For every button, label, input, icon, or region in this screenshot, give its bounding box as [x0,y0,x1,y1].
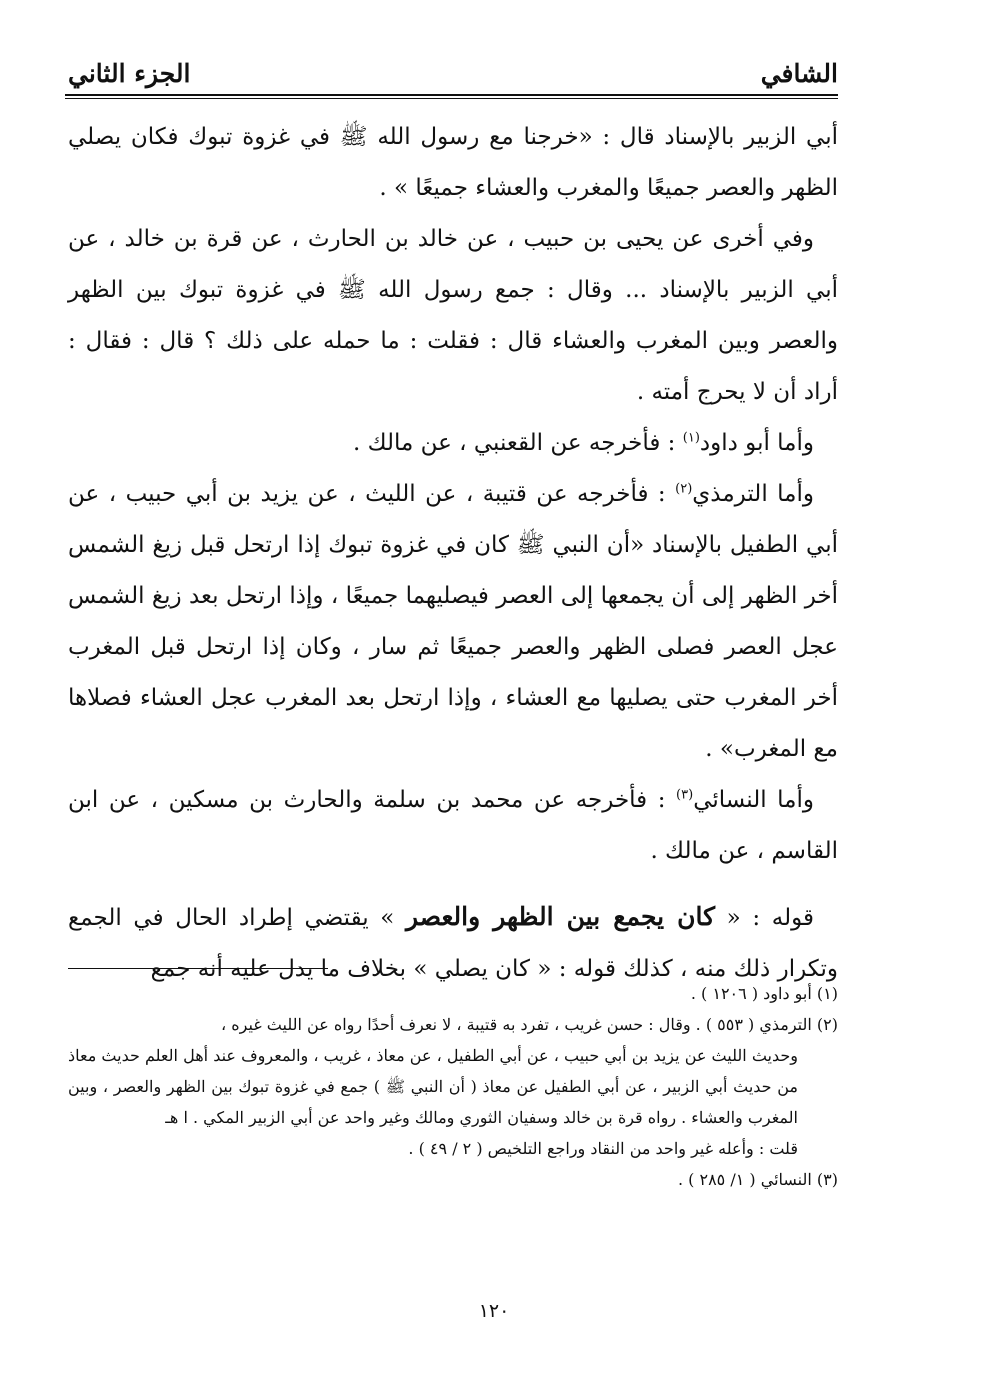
footnotes [68,978,838,1195]
header-volume-title: الجزء الثاني [68,59,191,88]
footnote-ref-3: (٣) [676,787,694,803]
footnote-1: (١) أبو داود ( ١٢٠٦ ) . [690,984,838,1003]
paragraph-5 [68,775,838,877]
header-rule [65,94,838,96]
commented-phrase: كان يجمع بين الظهر والعصر [406,902,715,931]
paragraph-4 [68,469,838,775]
footnote-2-continued: وحديث الليث عن يزيد بن أبي حبيب ، عن أبي الطفيل ، عن معاذ ، غريب ، والمعروف عند أهل العلم حديث معاذ من حديث أبي الزبير ، عن أبي الطفيل عن معاذ ( أن النبي ﷺ ) جمع في غزوة تبوك بين الظهر والعصر ، وبين المغرب والعشاء . رواه قرة بن خالد وسفيان الثوري ومالك وغير واحد عن أبي الزبير المكي . ا هـ [68,1046,798,1127]
footnote-2-note: قلت : وأعله غير واحد من النقاد وراجع التلخيص ( ٢ / ٤٩ ) . [408,1139,798,1158]
paragraph-4-text: : فأخرجه عن قتيبة ، عن الليث ، عن يزيد بن أبي حبيب ، عن أبي الطفيل بالإسناد «أن النبي ﷺ كان في غزوة تبوك إذا ارتحل قبل زيغ الشمس أخر الظهر إلى أن يجمعها إلى العصر فيصليهما جميعًا ، وإذا ارتحل بعد زيغ الشمس عجل العصر فصلى الظهر والعصر جميعًا ثم سار ، وكان إذا ارتحل قبل المغرب أخر المغرب حتى يصليها مع العشاء ، وإذا ارتحل بعد المغرب عجل العشاء فصلاها مع المغرب» . [68,481,838,762]
paragraph-5-text: : فأخرجه عن محمد بن سلمة والحارث بن مسكين ، عن ابن القاسم ، عن مالك . [68,787,838,864]
paragraph-3-text: : فأخرجه عن القعنبي ، عن مالك . [352,430,683,456]
paragraph-1: أبي الزبير بالإسناد قال : «خرجنا مع رسول الله ﷺ في غزوة تبوك فكان يصلي الظهر والعصر جميعًا والمغرب والعشاء جميعًا » . [68,124,838,201]
running-header [68,48,838,88]
paragraph-6-lead: قوله : « [715,905,814,931]
paragraph-6-text: » يقتضي إطراد الحال في الجمع وتكرار ذلك منه ، كذلك قوله : « كان يصلي » بخلاف ما يدل عليه أنه جمع [68,905,838,982]
paragraph-2: وفي أخرى عن يحيى بن حبيب ، عن خالد بن الحارث ، عن قرة بن خالد ، عن أبي الزبير بالإسناد ... وقال : جمع رسول الله ﷺ في غزوة تبوك بين الظهر والعصر وبين المغرب والعشاء قال : فقلت : ما حمله على ذلك ؟ قال : فقال : أراد أن لا يحرج أمته . [68,226,838,405]
footnote-ref-1: (١) [682,430,700,446]
page-number: ١٢٠ [478,1300,510,1322]
paragraph-3-lead: وأما أبو داود [699,430,814,456]
main-text [68,112,838,995]
footnote-ref-2: (٢) [675,481,693,497]
paragraph-4-lead: وأما الترمذي [692,481,814,507]
header-rule-thin [65,98,838,99]
footnote-separator [68,968,328,969]
paragraph-3 [68,418,838,469]
footnote-2: (٢) الترمذي ( ٥٥٣ ) . وقال : حسن غريب ، تفرد به قتيبة ، لا نعرف أحدًا رواه عن الليث غيره ، [221,1015,838,1034]
paragraph-5-lead: وأما النسائي [693,787,815,813]
footnote-3: (٣) النسائي ( ١/ ٢٨٥ ) . [677,1170,838,1189]
header-book-title: الشافي [760,59,838,88]
